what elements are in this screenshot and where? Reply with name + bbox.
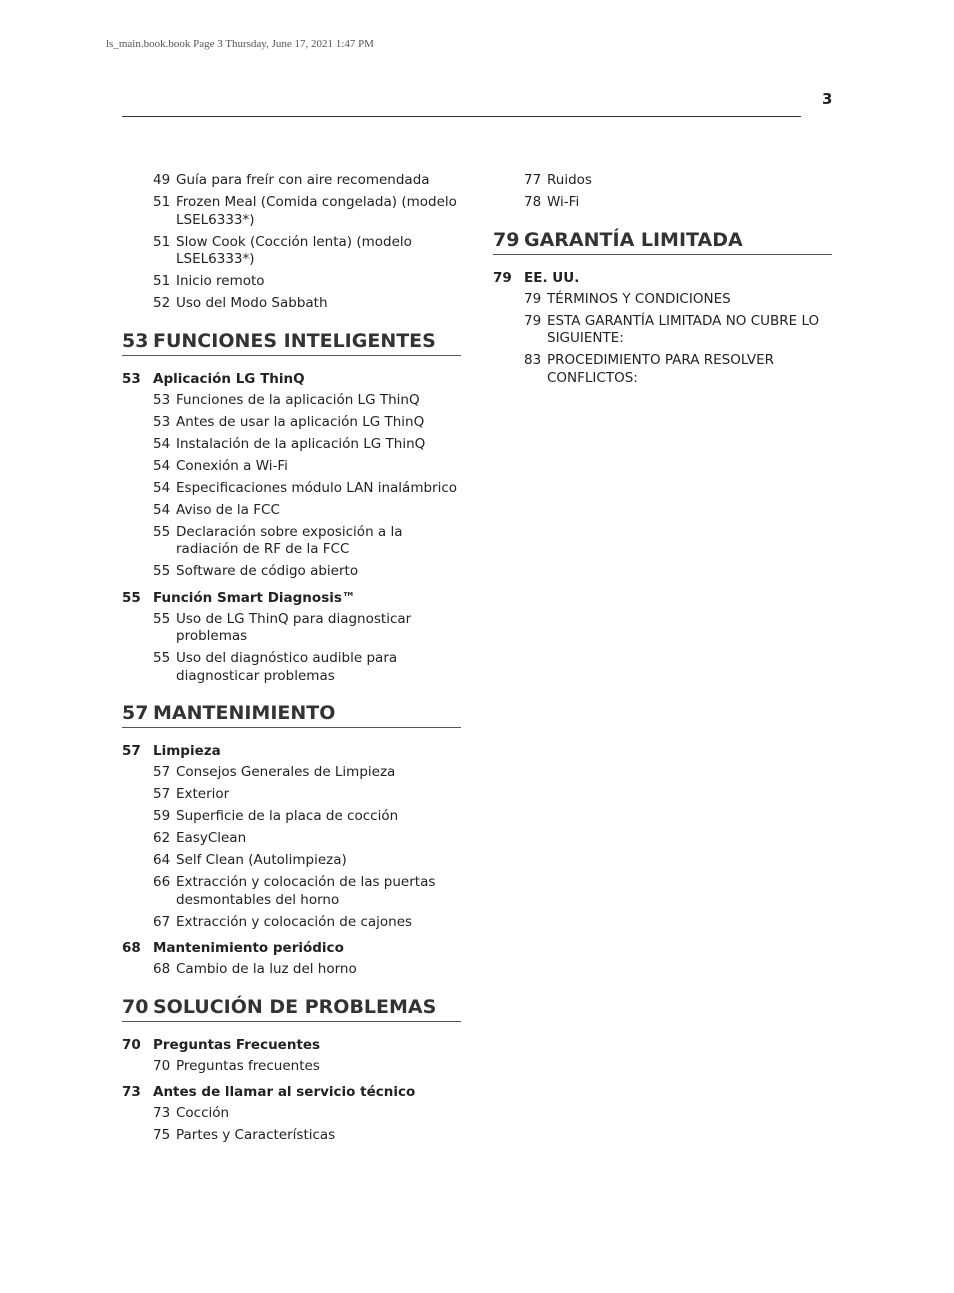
toc-entry-text: Extracción y colocación de las puertas desmontables del horno (176, 874, 436, 908)
header-rule (122, 116, 801, 117)
toc-entry-text: Antes de usar la aplicación LG ThinQ (176, 413, 425, 430)
toc-entry-page: 54 (153, 479, 171, 496)
toc-entry-page: 54 (153, 501, 171, 518)
section-page: 79 (493, 228, 520, 251)
toc-entry-page: 78 (524, 194, 542, 210)
toc-entry-text: ESTA GARANTÍA LIMITADA NO CUBRE LO SIGUIENTE: (547, 312, 820, 346)
toc-entry[interactable] (153, 273, 461, 291)
toc-entry-page: 70 (153, 1057, 171, 1074)
toc-entry-text: Cocción (176, 1105, 230, 1121)
toc-entry-text: PROCEDIMIENTO PARA RESOLVER CONFLICTOS: (547, 352, 775, 386)
group-title[interactable] (122, 1083, 461, 1101)
toc-entry[interactable] (153, 458, 461, 476)
toc-entry[interactable] (153, 480, 461, 498)
toc-entry-text: Slow Cook (Cocción lenta) (modelo LSEL6333*) (176, 233, 412, 267)
toc-entry-page: 54 (153, 435, 171, 452)
toc-entry[interactable] (153, 194, 461, 229)
group-title[interactable] (493, 269, 832, 287)
toc-entry-text: TÉRMINOS Y CONDICIONES (547, 290, 731, 307)
toc-entry-page: 53 (153, 391, 171, 408)
toc-entry-page: 49 (153, 172, 171, 188)
group-title-text: Mantenimiento periódico (153, 940, 344, 956)
toc-entry-text: Uso del Modo Sabbath (176, 295, 328, 311)
toc-entry[interactable] (153, 172, 461, 190)
group-page: 79 (493, 269, 512, 286)
toc-left-column (122, 172, 461, 1149)
toc-entry-page: 75 (153, 1127, 171, 1143)
toc-entry-text: Software de código abierto (176, 563, 359, 579)
toc-entry-text: Guía para freír con aire recomendada (176, 172, 430, 188)
section-title: MANTENIMIENTO (153, 702, 336, 724)
group-title[interactable] (122, 742, 461, 760)
toc-entry-page: 53 (153, 413, 171, 430)
group-title-text: Aplicación LG ThinQ (153, 370, 305, 387)
toc-entry[interactable] (153, 1058, 461, 1076)
toc-entry-page: 57 (153, 786, 171, 802)
toc-entry[interactable] (153, 961, 461, 979)
toc-entry-page: 79 (524, 290, 542, 307)
toc-entry-text: Cambio de la luz del horno (176, 961, 357, 977)
group-title[interactable] (122, 939, 461, 957)
toc-entry-text: Ruidos (547, 172, 592, 188)
toc-entry-page: 55 (153, 523, 171, 540)
toc-entry[interactable] (524, 291, 832, 309)
toc-entry[interactable] (153, 295, 461, 313)
group-page: 70 (122, 1036, 141, 1053)
section-page: 53 (122, 329, 149, 352)
toc-entry-text: Uso de LG ThinQ para diagnosticar problemas (176, 610, 412, 644)
group-title[interactable] (122, 1036, 461, 1054)
toc-entry-page: 67 (153, 913, 171, 930)
group-page: 55 (122, 589, 141, 606)
toc-entry-page: 77 (524, 172, 542, 188)
toc-entry-page: 51 (153, 194, 171, 210)
toc-entry-page: 79 (524, 312, 542, 329)
group-title-text: Antes de llamar al servicio técnico (153, 1084, 416, 1100)
section-title: SOLUCIÓN DE PROBLEMAS (153, 995, 437, 1018)
toc-entry-page: 66 (153, 874, 171, 890)
toc-entry-page: 51 (153, 233, 171, 250)
toc-entry-text: Declaración sobre exposición a la radiación de RF de la FCC (176, 523, 403, 557)
toc-entry-text: Frozen Meal (Comida congelada) (modelo LSEL6333*) (176, 194, 457, 228)
toc-entry[interactable] (153, 650, 461, 685)
toc-entry-text: EasyClean (176, 830, 247, 846)
section-heading[interactable] (122, 701, 461, 728)
toc-entry-page: 64 (153, 852, 171, 868)
toc-entry[interactable] (524, 313, 832, 348)
toc-entry-text: Preguntas frecuentes (176, 1057, 320, 1074)
section-page: 70 (122, 995, 149, 1018)
file-header: ls_main.book.book Page 3 Thursday, June 17, 2021 1:47 PM (106, 38, 374, 50)
toc-entry[interactable] (153, 852, 461, 870)
toc-entry-text: Aviso de la FCC (176, 501, 280, 518)
toc-entry[interactable] (153, 611, 461, 646)
toc-entry[interactable] (153, 1127, 461, 1145)
toc-entry[interactable] (153, 764, 461, 782)
toc-entry-page: 73 (153, 1105, 171, 1121)
toc-entry-text: Wi-Fi (547, 194, 580, 210)
group-page: 57 (122, 743, 141, 759)
toc-entry[interactable] (153, 436, 461, 454)
toc-entry[interactable] (153, 563, 461, 581)
toc-entry[interactable] (153, 808, 461, 826)
toc-entry-text: Self Clean (Autolimpieza) (176, 852, 347, 868)
section-page: 57 (122, 702, 149, 724)
toc-entry[interactable] (153, 786, 461, 804)
group-page: 73 (122, 1084, 141, 1100)
toc-entry[interactable] (153, 392, 461, 410)
group-title-text: Limpieza (153, 743, 221, 759)
toc-entry-text: Especificaciones módulo LAN inalámbrico (176, 479, 458, 496)
page-number: 3 (822, 90, 833, 108)
group-title-text: Preguntas Frecuentes (153, 1036, 321, 1053)
toc-entry-text: Extracción y colocación de cajones (176, 913, 413, 930)
group-page: 53 (122, 370, 141, 387)
toc-entry-page: 51 (153, 273, 171, 289)
toc-entry-page: 57 (153, 764, 171, 780)
toc-entry-text: Inicio remoto (176, 273, 265, 289)
toc-entry-text: Consejos Generales de Limpieza (176, 764, 396, 780)
section-title: FUNCIONES INTELIGENTES (153, 329, 436, 352)
group-page: 68 (122, 940, 141, 956)
toc-entry-page: 68 (153, 961, 171, 977)
toc-entry-text: Exterior (176, 786, 230, 802)
toc-entry-text: Instalación de la aplicación LG ThinQ (176, 435, 426, 452)
group-title-text: Función Smart Diagnosis™ (153, 589, 356, 606)
toc-entry[interactable] (153, 414, 461, 432)
toc-entry-page: 52 (153, 295, 171, 311)
group-title[interactable] (122, 370, 461, 388)
group-title-text: EE. UU. (524, 269, 580, 286)
toc-entry[interactable] (153, 234, 461, 269)
toc-entry-text: Superficie de la placa de cocción (176, 808, 399, 824)
section-heading[interactable] (122, 329, 461, 356)
toc-entry-text: Uso del diagnóstico audible para diagnosticar problemas (176, 650, 398, 684)
toc-entry-page: 55 (153, 610, 171, 627)
toc-entry-text: Funciones de la aplicación LG ThinQ (176, 391, 420, 408)
toc-entry-text: Partes y Características (176, 1127, 336, 1143)
toc-entry[interactable] (153, 874, 461, 909)
toc-entry-page: 54 (153, 457, 171, 474)
toc-entry[interactable] (524, 352, 832, 387)
toc-right-column (493, 172, 832, 392)
toc-entry-page: 55 (153, 650, 171, 666)
section-heading[interactable] (122, 995, 461, 1022)
toc-entry[interactable] (524, 194, 832, 212)
group-title[interactable] (122, 589, 461, 607)
toc-entry[interactable] (153, 524, 461, 559)
toc-entry[interactable] (153, 1105, 461, 1123)
section-title: GARANTÍA LIMITADA (524, 228, 743, 251)
toc-entry[interactable] (524, 172, 832, 190)
toc-entry[interactable] (153, 502, 461, 520)
toc-entry-page: 83 (524, 352, 542, 368)
toc-entry-page: 62 (153, 830, 171, 846)
toc-entry-page: 55 (153, 563, 171, 579)
toc-entry[interactable] (153, 914, 461, 932)
section-heading[interactable] (493, 228, 832, 255)
toc-entry[interactable] (153, 830, 461, 848)
toc-entry-text: Conexión a Wi-Fi (176, 457, 288, 474)
toc-entry-page: 59 (153, 808, 171, 824)
